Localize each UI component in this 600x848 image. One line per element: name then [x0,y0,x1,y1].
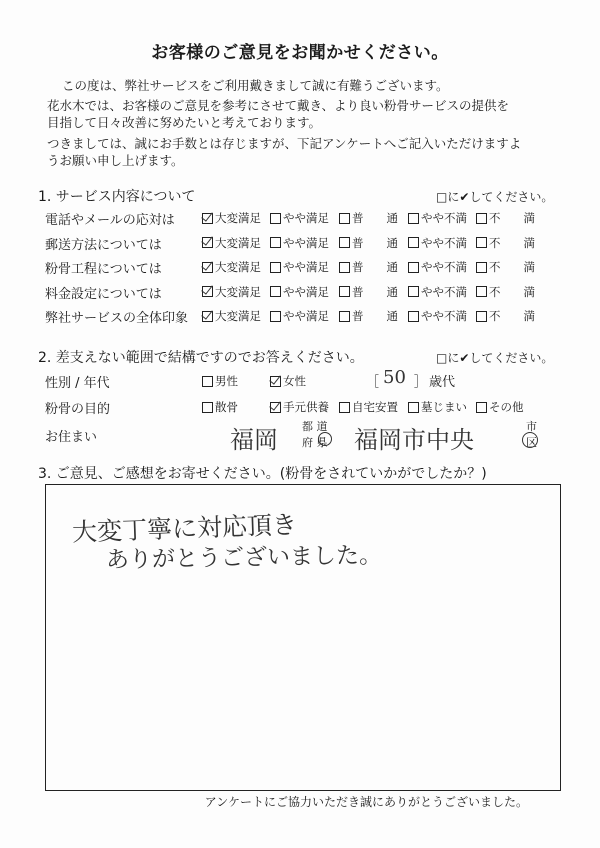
age-value: 50 [383,367,406,388]
satisfaction-option[interactable] [476,235,535,251]
checkbox[interactable] [270,262,281,273]
checkbox[interactable] [476,311,487,322]
option-label: 大変満足 [215,211,261,225]
satisfaction-option[interactable] [339,308,398,324]
satisfaction-row-label: 郵送方法については [45,237,162,253]
option-label: やや満足 [283,309,329,323]
comment-box[interactable] [45,484,561,791]
checkbox[interactable] [202,376,213,387]
option-label: やや不満 [421,284,467,299]
pref-suffix-bottom: 府 県 [302,436,328,449]
checkbox[interactable] [339,402,350,413]
option-label: 大変満足 [215,235,261,250]
option-label: 自宅安置 [352,400,398,414]
option-label: 普 通 [352,211,398,225]
comment-line: ありがとうございました。 [105,542,383,574]
option-label: 大変満足 [215,309,261,323]
purpose-option[interactable] [476,399,524,415]
option-label: 男性 [215,374,238,388]
checkbox[interactable] [476,213,487,224]
satisfaction-option[interactable] [270,308,329,324]
checkbox[interactable] [339,311,350,322]
satisfaction-option[interactable] [476,210,535,226]
footer-thanks: アンケートにご協力いただき誠にありがとうございました。 [204,795,528,809]
satisfaction-option[interactable] [408,235,467,251]
checkbox[interactable] [408,286,419,297]
satisfaction-option[interactable] [202,210,261,226]
satisfaction-option[interactable] [339,259,398,275]
satisfaction-option[interactable] [408,284,467,300]
option-label: やや満足 [283,211,329,225]
satisfaction-option[interactable] [408,259,467,275]
intro-line: この度は、弊社サービスをご利用戴きまして誠に有難うございます。 [62,78,449,93]
checkbox[interactable] [408,402,419,413]
satisfaction-option[interactable] [339,235,398,251]
checkbox[interactable] [408,311,419,322]
satisfaction-option[interactable] [476,284,535,300]
satisfaction-option[interactable] [408,210,467,226]
page-title: お客様のご意見をお聞かせください。 [151,43,449,63]
satisfaction-option[interactable] [408,308,467,324]
option-label: やや満足 [283,260,329,274]
comment-line: 大変丁寧に対応頂き [71,510,298,547]
satisfaction-option[interactable] [202,308,261,324]
option-label: やや満足 [283,284,329,299]
city-value: 福岡市中央 [354,426,474,454]
option-label: やや不満 [421,211,467,225]
checkbox[interactable] [476,262,487,273]
checkbox[interactable] [408,262,419,273]
checkbox[interactable] [270,376,281,387]
gender-option[interactable] [202,373,238,389]
option-label: 大変満足 [215,284,261,299]
checkbox[interactable] [202,262,213,273]
option-label: やや不満 [421,235,467,250]
option-label: やや不満 [421,309,467,323]
checkbox[interactable] [270,213,281,224]
option-label: やや不満 [421,260,467,274]
age-bracket-close: ］ [413,375,427,390]
checkbox[interactable] [202,311,213,322]
option-label: 普 通 [352,260,398,274]
satisfaction-option[interactable] [202,235,261,251]
city-suffix-top: 市 [526,420,537,433]
option-label: その他 [489,400,524,414]
section1-heading: 1. サービス内容について [38,189,196,205]
pref-suffix-top: 都 道 [302,420,328,433]
checkbox[interactable] [339,286,350,297]
purpose-label: 粉骨の目的 [45,402,111,417]
purpose-option[interactable] [408,399,467,415]
section2-hint: □に✔してください。 [436,351,554,365]
residence-label: お住まい [45,430,98,445]
option-label: 不 満 [489,284,535,299]
option-label: 散骨 [215,400,238,414]
gender-option[interactable] [270,373,306,389]
checkbox[interactable] [476,402,487,413]
gender-age-label: 性別 / 年代 [45,376,110,391]
pref-selected-circle [318,432,332,446]
option-label: 墓じまい [421,400,467,414]
satisfaction-option[interactable] [202,284,261,300]
checkbox[interactable] [202,213,213,224]
purpose-option[interactable] [202,399,238,415]
checkbox[interactable] [339,262,350,273]
intro-line: うお願い申し上げます。 [47,153,184,168]
checkbox[interactable] [408,213,419,224]
option-label: 大変満足 [215,260,261,274]
purpose-option[interactable] [270,399,329,415]
checkbox[interactable] [202,237,213,248]
satisfaction-option[interactable] [270,284,329,300]
checkbox[interactable] [270,237,281,248]
satisfaction-row-label: 電話やメールの応対は [45,213,175,228]
section1-hint: □に✔してください。 [436,190,554,204]
age-field[interactable] [366,367,455,390]
option-label: 普 通 [352,235,398,250]
satisfaction-option[interactable] [270,235,329,251]
section2-heading: 2. 差支えない範囲で結構ですのでお答えください。 [38,350,364,366]
checkbox[interactable] [202,402,213,413]
purpose-option[interactable] [339,399,398,415]
intro-line: 花水木では、お客様のご意見を参考にさせて戴き、より良い粉骨サービスの提供を [47,98,510,113]
option-label: 普 通 [352,309,398,323]
city-suffix-bottom: 区 [526,436,537,449]
option-label: 不 満 [489,211,535,225]
checkbox[interactable] [202,286,213,297]
satisfaction-row-label: 弊社サービスの全体印象 [45,311,189,326]
satisfaction-option[interactable] [476,308,535,324]
satisfaction-option[interactable] [339,284,398,300]
option-label: 手元供養 [283,400,329,414]
checkbox[interactable] [270,286,281,297]
satisfaction-option[interactable] [339,210,398,226]
option-label: 不 満 [489,260,535,274]
option-label: 普 通 [352,284,398,299]
section3-heading: 3. ご意見、ご感想をお寄せください。(粉骨をされていかがでしたか？) [38,466,487,482]
satisfaction-option[interactable] [476,259,535,275]
intro-line: 目指して日々改善に努めたいと考えております。 [47,115,322,130]
checkbox[interactable] [339,237,350,248]
option-label: 女性 [283,374,306,388]
satisfaction-option[interactable] [270,259,329,275]
checkbox[interactable] [270,311,281,322]
checkbox[interactable] [339,213,350,224]
city-selected-circle [522,432,538,448]
prefecture-value: 福岡 [230,426,278,454]
option-label: 不 満 [489,235,535,250]
age-bracket-open: ［ [366,375,380,390]
intro-line: つきましては、誠にお手数とは存じますが、下記アンケートへご記入いただけますよ [47,136,522,151]
satisfaction-option[interactable] [202,259,261,275]
checkbox[interactable] [270,402,281,413]
checkbox[interactable] [476,237,487,248]
satisfaction-row-label: 料金設定については [45,286,162,302]
checkbox[interactable] [476,286,487,297]
satisfaction-option[interactable] [270,210,329,226]
option-label: 不 満 [489,309,535,323]
satisfaction-row-label: 粉骨工程については [45,262,162,277]
age-suffix: 歳代 [428,375,455,390]
option-label: やや満足 [283,235,329,250]
checkbox[interactable] [408,237,419,248]
